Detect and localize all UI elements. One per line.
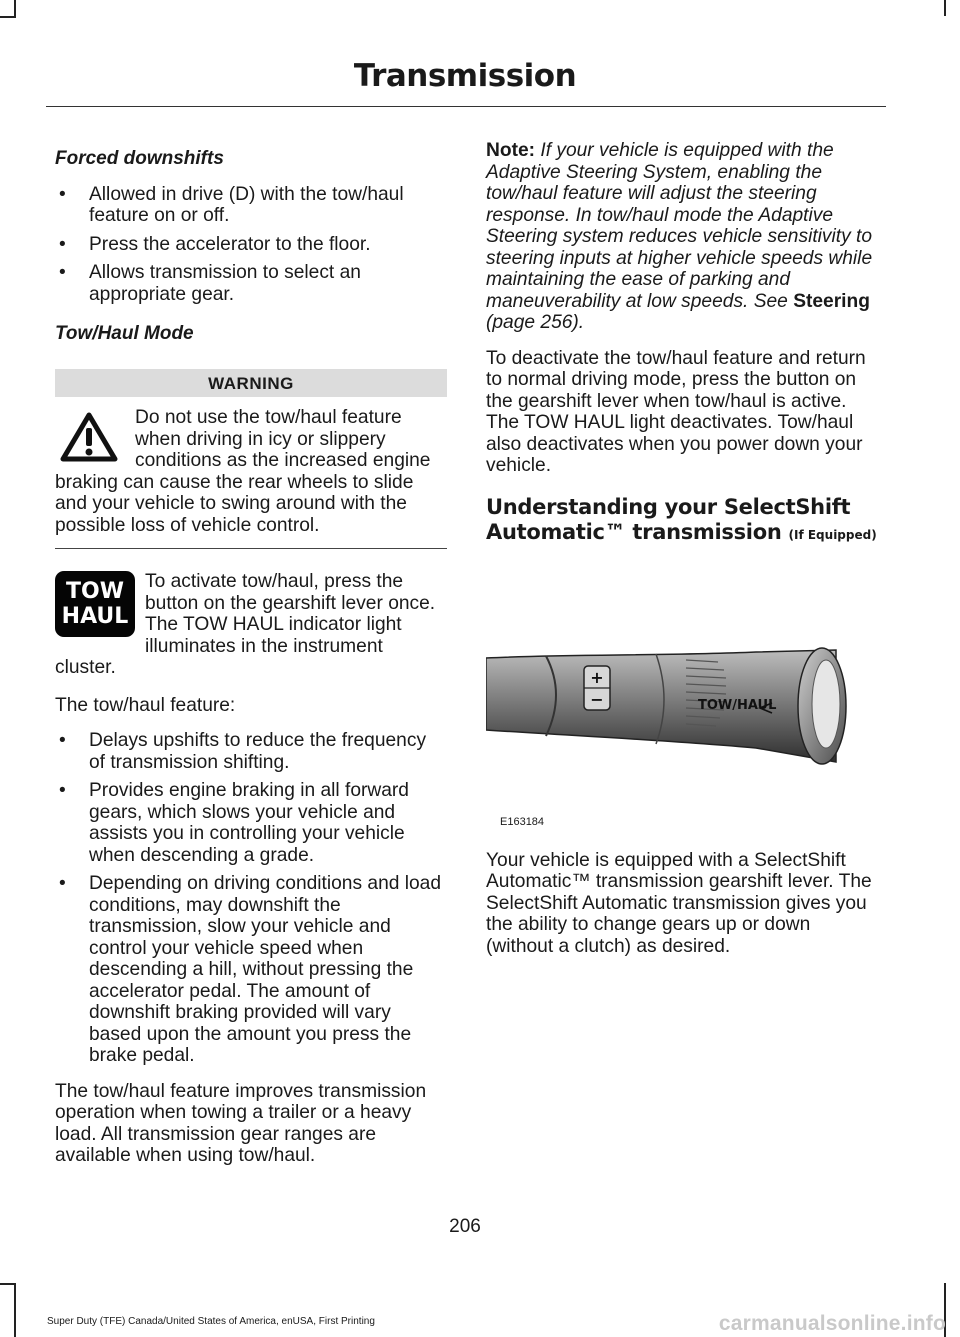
edition-footer: Super Duty (TFE) Canada/United States of America, enUSA, First Printing xyxy=(47,1316,375,1327)
gearshift-lever-figure xyxy=(486,644,878,834)
shift-down-icon: − xyxy=(590,689,604,709)
feature-list xyxy=(55,730,447,1067)
note-page-ref: (page 256). xyxy=(486,312,585,333)
list-item: • Allows transmission to select an appropriate gear. xyxy=(55,262,447,305)
site-watermark: carmanualsonline.info xyxy=(718,1312,946,1335)
crop-mark xyxy=(0,1283,16,1285)
list-item: • Delays upshifts to reduce the frequency of transmission shifting. xyxy=(55,730,447,773)
crop-mark xyxy=(944,0,946,16)
header-divider xyxy=(46,106,886,107)
crop-mark xyxy=(0,16,16,18)
haul-icon-text: HAUL xyxy=(61,604,129,629)
forced-downshifts-list xyxy=(55,184,447,306)
tow-icon-text: TOW xyxy=(66,579,124,604)
tow-haul-button-label: TOW/HAUL xyxy=(698,697,777,713)
if-equipped-label: (If Equipped) xyxy=(788,527,877,542)
list-item: • Depending on driving conditions and load conditions, may downshift the transmission, slow your vehicle and control your vehicle speed when descending a hill, without pressing the accelerator pedal. The amount of downshift braking provided will vary based upon the amount you press the brake pedal. xyxy=(55,873,447,1067)
left-column xyxy=(55,140,447,1181)
tow-haul-icon xyxy=(55,571,135,637)
gearshift-lever-illustration xyxy=(486,644,878,834)
crop-mark xyxy=(14,0,16,16)
note-label: Note: xyxy=(486,140,536,161)
list-item: • Press the accelerator to the floor. xyxy=(55,234,447,256)
note-text: If your vehicle is equipped with the Adaptive Steering System, enabling the tow/haul feature will adjust the steering response. In tow/haul mode the Adaptive Steering system reduces vehicle sensitivity to steering inputs at higher vehicle speeds while maintaining the ease of parking and maneuverability at low speeds. See xyxy=(486,140,873,312)
activate-block xyxy=(55,571,447,679)
section-title-text: Understanding your SelectShift Automatic™ transmission xyxy=(486,494,851,544)
page-title: Transmission xyxy=(353,58,577,94)
section-heading xyxy=(486,495,878,548)
improves-paragraph: The tow/haul feature improves transmission operation when towing a trailer or a heavy load. All transmission gear ranges are available when using tow/haul. xyxy=(55,1080,427,1166)
warning-triangle-icon xyxy=(59,411,119,463)
list-item: • Provides engine braking in all forward gears, which slows your vehicle and assists you in controlling your vehicle when descending a grade. xyxy=(55,780,447,866)
tow-haul-heading: Tow/Haul Mode xyxy=(55,323,194,344)
warning-text: Do not use the tow/haul feature when driving in icy or slippery conditions as the increased engine braking can cause the rear wheels to slide and your vehicle to swing around with the possible loss of vehicle control. xyxy=(55,407,431,536)
right-column xyxy=(486,140,878,971)
note-paragraph xyxy=(486,140,878,334)
crop-mark xyxy=(14,1283,16,1337)
figure-id: E163184 xyxy=(500,816,545,828)
list-item: • Allowed in drive (D) with the tow/haul feature on or off. xyxy=(55,184,447,227)
warning-box xyxy=(55,407,447,549)
shift-up-icon: + xyxy=(590,667,604,687)
steering-link[interactable]: Steering xyxy=(793,290,870,312)
feature-intro: The tow/haul feature: xyxy=(55,694,236,716)
deactivate-paragraph: To deactivate the tow/haul feature and return to normal driving mode, press the button on the gearshift lever when tow/haul is active. The TOW HAUL light deactivates. Tow/haul also deactivates when you power down your vehicle. xyxy=(486,347,866,476)
selectshift-paragraph: Your vehicle is equipped with a SelectShift Automatic™ transmission gearshift lever. The SelectShift Automatic transmission gives you the ability to change gears up or down (without a clutch) as desired. xyxy=(486,849,872,957)
page-number: 206 xyxy=(449,1216,481,1237)
forced-downshifts-heading: Forced downshifts xyxy=(55,148,224,169)
warning-label: WARNING xyxy=(55,369,447,398)
activate-text: To activate tow/haul, press the button on the gearshift lever once. The TOW HAUL indicator light illuminates in the instrument cluster. xyxy=(55,571,436,678)
